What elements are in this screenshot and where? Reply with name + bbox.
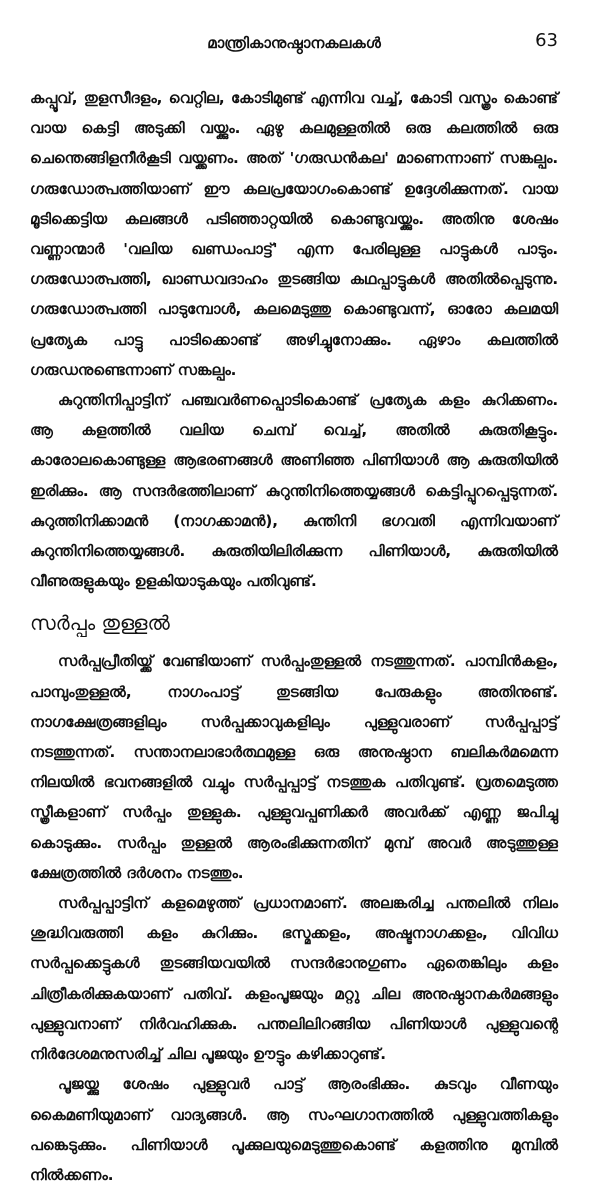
page-number: 63 [535, 30, 558, 51]
paragraph-kalamezhuthu: സർപ്പപ്പാട്ടിന് കളമെഴുത്ത് പ്രധാനമാണ്. അലങ്കരിച്ച പന്തലിൽ നിലം ശുദ്ധിവരുത്തി കളം കുറിക്കും. ഭസ്മക്കളം, അഷ്ടനാഗക്കളം, വിവിധ സർപ്പക്കെട്ടുകൾ തുടങ്ങിയവയിൽ സന്ദർഭാനുഗുണം ഏതെങ്കിലും കളം ചിത്രീകരിക്കുകയാണ് പതിവ്. കളംപൂജയും മറ്റു ചില അനുഷ്ഠാനകർമങ്ങളും പുള്ളുവനാണ് നിർവഹിക്കുക. പന്തലിലിറങ്ങിയ പിണിയാൾ പുള്ളുവന്റെ നിർദേശമനുസരിച്ച് ചില പൂജയും ഊട്ടും കഴിക്കാറുണ്ട്. [30, 894, 558, 1064]
paragraph-continued: കപ്പൂവ്, തുളസീദളം, വെറ്റില, കോടിമുണ്ട് എന്നിവ വച്ച്, കോടി വസ്ത്രം കൊണ്ട് വായ കെട്ടി അടുക്കി വയ്ക്കും. ഏഴു കലമുള്ളതിൽ ഒരു കലത്തിൽ ഒരു ചെന്തെങ്ങിളനീർകൂടി വയ്ക്കണം. അത് 'ഗരുഡൻകല' മാണെന്നാണ് സങ്കല്പം. ഗരുഡോത്പത്തിയാണ് ഈ കലപ്രയോഗംകൊണ്ട് ഉദ്ദേശിക്കുന്നത്. വായ മൂടിക്കെട്ടിയ കലങ്ങൾ പടിഞ്ഞാറ്റയിൽ കൊണ്ടുവയ്ക്കും. അതിനു ശേഷം വണ്ണാന്മാർ 'വലിയ ഖണ്ഡംപാട്ട്' എന്ന പേരിലുള്ള പാട്ടുകൾ പാടും. ഗരുഡോത്പത്തി, ഖാണ്ഡവദാഹം തുടങ്ങിയ കഥപ്പാട്ടുകൾ അതിൽപ്പെടുന്നു. ഗരുഡോത്പത്തി പാടുമ്പോൾ, കലമെടുത്തു കൊണ്ടുവന്ന്, ഓരോ കലമയി പ്രത്യേക പാട്ടു പാടിക്കൊണ്ട് അഴിച്ചുനോക്കും. ഏഴാം കലത്തിൽ ഗരുഡനുണ്ടെന്നാണ് സങ്കല്പം. [30, 89, 558, 379]
page-content [30, 83, 558, 1190]
paragraph-sarpam-intro: സർപ്പപ്രീതിയ്ക്ക് വേണ്ടിയാണ് സർപ്പംതുള്ളൽ നടത്തുന്നത്. പാമ്പിൻകളം, പാമ്പുംതുള്ളൽ, നാഗംപാട്ട് തുടങ്ങിയ പേരുകളും അതിനുണ്ട്. നാഗക്ഷേത്രങ്ങളിലും സർപ്പക്കാവുകളിലും പുള്ളുവരാണ് സർപ്പപ്പാട്ട് നടത്തുന്നത്. സന്താനലാഭാർത്ഥമുള്ള ഒരു അനുഷ്ഠാന ബലികർമമെന്ന നിലയിൽ ഭവനങ്ങളിൽ വച്ചും സർപ്പപ്പാട്ട് നടത്തുക പതിവുണ്ട്. വ്രതമെടുത്ത സ്ത്രീകളാണ് സർപ്പം തുള്ളുക. പുള്ളുവപ്പണിക്കർ അവർക്ക് എണ്ണ ജപിച്ചു കൊടുക്കും. സർപ്പം തുള്ളൽ ആരംഭിക്കുന്നതിന് മുമ്പ് അവർ അടുത്തുള്ള ക്ഷേത്രത്തിൽ ദർശനം നടത്തും. [30, 652, 558, 882]
section-heading: സർപ്പം തുള്ളൽ [30, 611, 170, 636]
running-header [30, 30, 558, 60]
paragraph-pooja: പൂജയ്ക്കു ശേഷം പുള്ളുവർ പാട്ട് ആരംഭിക്കും. കുടവും വീണയും കൈമണിയുമാണ് വാദ്യങ്ങൾ. ആ സംഘഗാനത്തിൽ പുള്ളുവത്തികളും പങ്കെടുക്കും. പിണിയാൾ പൂക്കുലയുമെടുത്തുകൊണ്ട് കളത്തിനു മുമ്പിൽ നിൽക്കണം. [30, 1075, 558, 1184]
running-header-title: മാന്ത്രികാനുഷ്ഠാനകലകൾ [207, 34, 381, 52]
paragraph-kurunthini: കുറുന്തിനിപ്പാട്ടിന് പഞ്ചവർണപ്പൊടികൊണ്ട് പ്രത്യേക കളം കുറിക്കണം. ആ കളത്തിൽ വലിയ ചെമ്പ് വെച്ച്, അതിൽ കുരുതികൂട്ടും. കാരോലകൊണ്ടുള്ള ആഭരണങ്ങൾ അണിഞ്ഞ പിണിയാൾ ആ കുരുതിയിൽ ഇരിക്കും. ആ സന്ദർഭത്തിലാണ് കുറുന്തിനിത്തെയ്യങ്ങൾ കെട്ടിപ്പുറപ്പെടുന്നത്. കുറുത്തിനിക്കാമൻ (നാഗക്കാമൻ), കുന്തിനി ഭഗവതി എന്നിവയാണ് കുറുന്തിനിത്തെയ്യങ്ങൾ. കുരുതിയിലിരിക്കുന്ന പിണിയാൾ, കുരുതിയിൽ വീണുരുളുകയും ഉളകിയാടുകയും പതിവുണ്ട്. [30, 391, 558, 591]
